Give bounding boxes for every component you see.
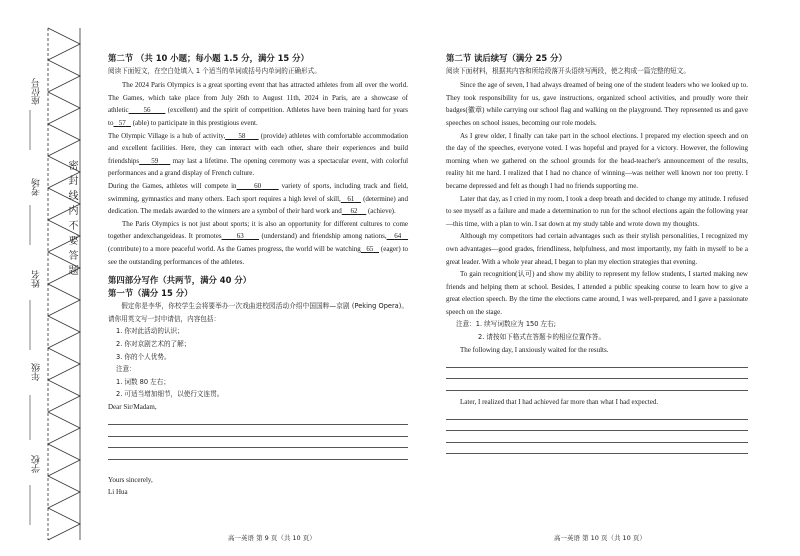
blank-60[interactable]: 60 [254, 181, 262, 190]
blank-57[interactable]: 57 [118, 118, 126, 127]
writing-line[interactable] [446, 368, 748, 380]
closing: Yours sincerely, [108, 475, 153, 484]
writing-line[interactable] [446, 379, 748, 391]
story-paragraph: As I grew older, I finally can take part in the school elections. I prepared my election speech and on the day of the speeches, everyone voted. I was hopeful and prayed for a victory. However, the following morning when we gathered on the school grounds for the head-teacher's announcement of the results, reality hit me hard. I realized that I had no chance of winning—was neither well known nor too pretty. I became depressed and felt as though I had no friends supporting me. [446, 131, 748, 190]
cloze-paragraph-2: The Olympic Village is a hub of activity, 58 (provide) athletes with comfortable accommodation and excellent facilities. Here, they can interact with each other, share their experiences and build friendships 59 may last a lifetime. The opening ceremony was a spectacular event, with colorful performances and a grand display of French culture. [108, 131, 409, 178]
writing-line[interactable] [108, 414, 408, 426]
writing-line[interactable] [108, 425, 408, 437]
paragraph-opener-2: Later, I realized that I had achieved far more than what I had expected. [460, 397, 659, 406]
cloze-paragraph-4: The Paris Olympics is not just about sports; it is also an opportunity for different cultures to come together andexchangeideas. It promotes 63 (understand) and friendship among nations, 64 (contribute) to a more peaceful world. As the Games progress, the world will be watching 65 (eager) to see the outstanding performances of the athletes. [108, 219, 409, 266]
paragraph-opener-1: The following day, I anxiously waited for the results. [460, 345, 609, 354]
note-2: 2. 可适当增加细节，以使行文连贯。 [116, 390, 224, 399]
binding-note: 密封线内不要答题 [66, 160, 77, 280]
section2-instructions: 阅读下面短文，在空白处填入 1 个适当的单词或括号内单词的正确形式。 [108, 66, 321, 75]
story-paragraph: Although my competitors had certain advantages such as their stylish personalities, I recognized my own advantages—good grades, friendliness, helpfulness, and most importantly, my faith in myself to be a great leader. With a whole year ahead, I began to plan my election strategies that evening. [446, 232, 748, 266]
blank-61[interactable]: 61 [347, 194, 355, 203]
writing-line[interactable] [446, 356, 748, 368]
prompt-item-1: 1. 你对此活动的认识； [116, 327, 184, 336]
continuation-notes: 注意：1. 续写词数应为 150 左右; [456, 320, 556, 329]
writing-line[interactable] [108, 448, 408, 460]
continuation-note-2: 2. 请按如下格式在答题卡的相应位置作答。 [478, 333, 606, 342]
blank-65[interactable]: 65 [366, 244, 374, 253]
right-column [446, 52, 748, 454]
note-1: 1. 词数 80 左右； [116, 377, 170, 386]
writing-line[interactable] [108, 437, 408, 449]
story-paragraph: To gain recognition(认可) and show my ability to represent my fellow students, I started making new friends and helping them at school. Besides, I attended a public speaking course to learn how to give a great election speech. By the time the elections came around, I was well-prepared, and I gave a passionate speech on the stage. [446, 270, 748, 316]
writing-line[interactable] [446, 420, 748, 432]
blank-56[interactable]: 56 [143, 106, 151, 115]
salutation: Dear Sir/Madam, [108, 403, 157, 412]
grade-label: 年级 [32, 363, 42, 381]
section2-title: 第二节 （共 10 小题；每小题 1.5 分，满分 15 分） [108, 53, 309, 63]
name-label: 姓名 [32, 270, 42, 288]
blank-58[interactable]: 58 [238, 131, 246, 140]
cloze-paragraph-3: During the Games, athletes will compete in 60 variety of sports, including track and field, swimming, gymnastics and many others. Each sport requires a high level of skill, 61 (determine) and dedication. The medals awarded to the winners are a symbol of their hard work and 62 (achieve). [108, 181, 409, 216]
part4-title: 第四部分写作（共两节，满分 40 分） [108, 275, 252, 286]
seat-number-label: 座位号 [32, 78, 42, 105]
writing-prompt: 假定你是李华，你校学生会将要举办一次戏曲进校园活动介绍中国国粹—京剧 (Peking Opera)。请你用英文写一封申请信，内容包括： [108, 302, 408, 323]
blank-59[interactable]: 59 [151, 156, 159, 165]
writing-line[interactable] [446, 443, 748, 455]
writing-line[interactable] [446, 408, 748, 420]
binding-strip [0, 0, 86, 556]
prompt-item-3: 3. 你的个人优势。 [116, 352, 171, 361]
story-paragraph: Since the age of seven, I had always dreamed of being one of the student leaders who we looked up to. They took responsibility for us, gave instructions, organized school activities, and proudly wore their badges(徽章) while carrying our school flag and walking on the playground. They represented us and gave speeches on school issues, becoming our role models. [446, 81, 748, 127]
continuation-instructions: 阅读下面材料，根据其内容和所给段落开头语续写两段，使之构成一篇完整的短文。 [446, 66, 690, 75]
exam-room-label: 考场 [32, 178, 42, 196]
blank-63[interactable]: 63 [236, 232, 244, 241]
story-paragraph: Later that day, as I cried in my room, I took a deep breath and decided to change my attitude. I refused to see myself as a failure and made a determination to run for the school elections again the following year—this time, with a plan to win. I sat down at my study table and wrote down my thoughts. [446, 194, 748, 228]
cloze-paragraph-1: The 2024 Paris Olympics is a great sporting event that has attracted athletes from all over the world. The Games, which take place from July 26th to August 11th, 2024 in Paris, are a showcase of athletic 56 (excellent) and the spirit of competition. Athletes have been training hard for years to 57 (able) to participate in this prestigious event. [108, 81, 409, 127]
blank-62[interactable]: 62 [350, 207, 358, 216]
signature: Li Hua [108, 488, 128, 497]
section1-title: 第一节（满分 15 分） [108, 287, 193, 298]
writing-line[interactable] [446, 431, 748, 443]
page-footer-left: 高一英语 第 9 页（共 10 页） [228, 534, 316, 542]
school-label: 学校 [32, 455, 42, 473]
left-column [108, 52, 408, 499]
blank-64[interactable]: 64 [394, 232, 402, 241]
continuation-title: 第二节 读后续写（满分 25 分） [446, 53, 567, 63]
prompt-item-2: 2. 你对京剧艺术的了解； [116, 340, 191, 349]
page-footer-right: 高一英语 第 10 页（共 10 页） [554, 534, 646, 542]
note-label: 注意： [116, 365, 136, 374]
